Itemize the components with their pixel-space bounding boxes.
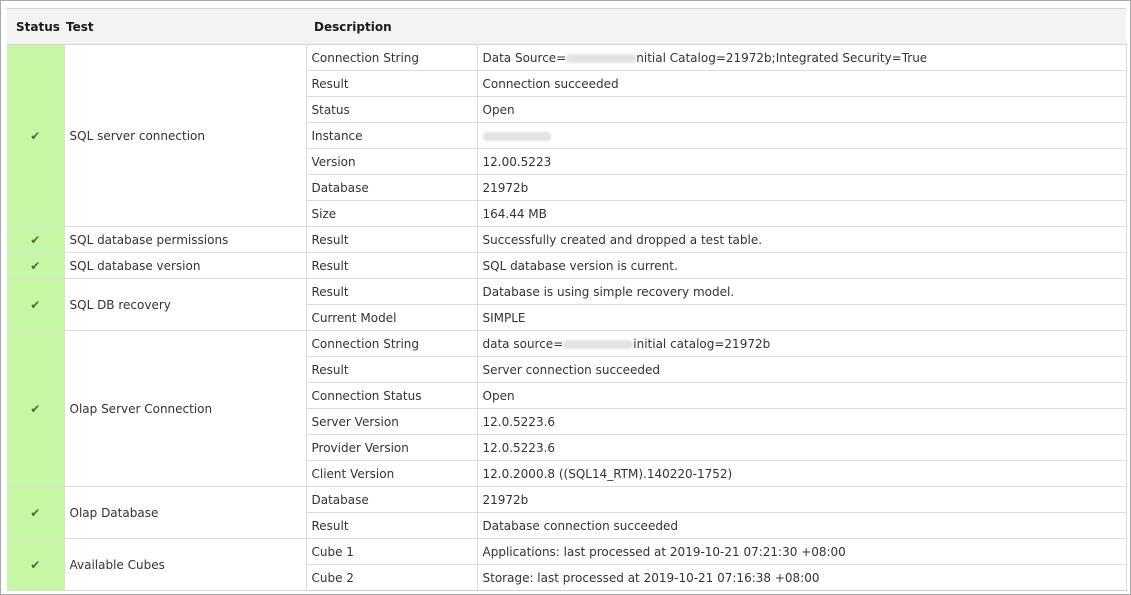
detail-label: Connection String <box>306 45 477 71</box>
detail-label: Provider Version <box>306 435 477 461</box>
test-name: Available Cubes <box>64 539 306 591</box>
detail-value: Database is using simple recovery model. <box>477 279 1126 305</box>
table-row <box>7 253 1126 279</box>
test-name: Olap Server Connection <box>64 331 306 487</box>
results-body <box>7 45 1126 591</box>
redacted-server-name <box>563 340 633 349</box>
test-name: SQL DB recovery <box>64 279 306 331</box>
check-icon: ✔ <box>30 505 41 520</box>
value-suffix: initial catalog=21972b <box>633 336 771 351</box>
detail-value: Open <box>477 383 1126 409</box>
detail-value: SIMPLE <box>477 305 1126 331</box>
detail-value: Open <box>477 97 1126 123</box>
detail-value <box>477 123 1126 149</box>
detail-value: 21972b <box>477 175 1126 201</box>
detail-label: Client Version <box>306 461 477 487</box>
check-icon: ✔ <box>30 557 41 572</box>
detail-value: 164.44 MB <box>477 201 1126 227</box>
status-cell <box>7 331 64 487</box>
check-icon: ✔ <box>30 128 41 143</box>
check-icon: ✔ <box>30 258 41 273</box>
value-prefix: Data Source= <box>482 50 567 65</box>
detail-value <box>477 45 1126 71</box>
value-prefix: data source= <box>482 336 564 351</box>
detail-label: Result <box>306 513 477 539</box>
table-header-row <box>7 9 1126 45</box>
detail-label: Cube 2 <box>306 565 477 591</box>
detail-label: Version <box>306 149 477 175</box>
test-name: Olap Database <box>64 487 306 539</box>
detail-value: 12.0.5223.6 <box>477 435 1126 461</box>
status-cell <box>7 279 64 331</box>
detail-label: Database <box>306 175 477 201</box>
test-name: SQL server connection <box>64 45 306 227</box>
detail-label: Server Version <box>306 409 477 435</box>
detail-value <box>477 331 1126 357</box>
detail-value: 12.0.2000.8 ((SQL14_RTM).140220-1752) <box>477 461 1126 487</box>
detail-label: Connection String <box>306 331 477 357</box>
detail-value: Database connection succeeded <box>477 513 1126 539</box>
table-row <box>7 227 1126 253</box>
detail-label: Current Model <box>306 305 477 331</box>
detail-label: Instance <box>306 123 477 149</box>
status-cell <box>7 227 64 253</box>
redacted-server-name <box>566 54 636 63</box>
table-row <box>7 487 1126 513</box>
value-suffix: nitial Catalog=21972b;Integrated Security=True <box>636 50 928 65</box>
detail-label: Result <box>306 71 477 97</box>
table-row <box>7 279 1126 305</box>
detail-value: Applications: last processed at 2019-10-21 07:21:30 +08:00 <box>477 539 1126 565</box>
detail-label: Status <box>306 97 477 123</box>
check-icon: ✔ <box>30 401 41 416</box>
detail-label: Cube 1 <box>306 539 477 565</box>
detail-value: SQL database version is current. <box>477 253 1126 279</box>
detail-label: Result <box>306 357 477 383</box>
detail-value: 21972b <box>477 487 1126 513</box>
header-status: Status <box>7 9 64 45</box>
test-name: SQL database permissions <box>64 227 306 253</box>
detail-label: Result <box>306 227 477 253</box>
redacted-instance-name <box>483 132 551 141</box>
check-icon: ✔ <box>30 297 41 312</box>
check-icon: ✔ <box>30 232 41 247</box>
status-cell <box>7 539 64 591</box>
detail-value: 12.0.5223.6 <box>477 409 1126 435</box>
table-row <box>7 331 1126 357</box>
detail-label: Database <box>306 487 477 513</box>
detail-label: Result <box>306 279 477 305</box>
test-name: SQL database version <box>64 253 306 279</box>
status-cell <box>7 45 64 227</box>
header-description: Description <box>306 9 1126 45</box>
status-cell <box>7 487 64 539</box>
detail-label: Size <box>306 201 477 227</box>
table-row <box>7 45 1126 71</box>
detail-value: Server connection succeeded <box>477 357 1126 383</box>
detail-value: Storage: last processed at 2019-10-21 07:16:38 +08:00 <box>477 565 1126 591</box>
detail-value: Connection succeeded <box>477 71 1126 97</box>
detail-label: Connection Status <box>306 383 477 409</box>
detail-value: Successfully created and dropped a test table. <box>477 227 1126 253</box>
diagnostics-table <box>7 8 1127 591</box>
detail-label: Result <box>306 253 477 279</box>
status-cell <box>7 253 64 279</box>
detail-value: 12.00.5223 <box>477 149 1126 175</box>
table-row <box>7 539 1126 565</box>
header-test: Test <box>64 9 306 45</box>
